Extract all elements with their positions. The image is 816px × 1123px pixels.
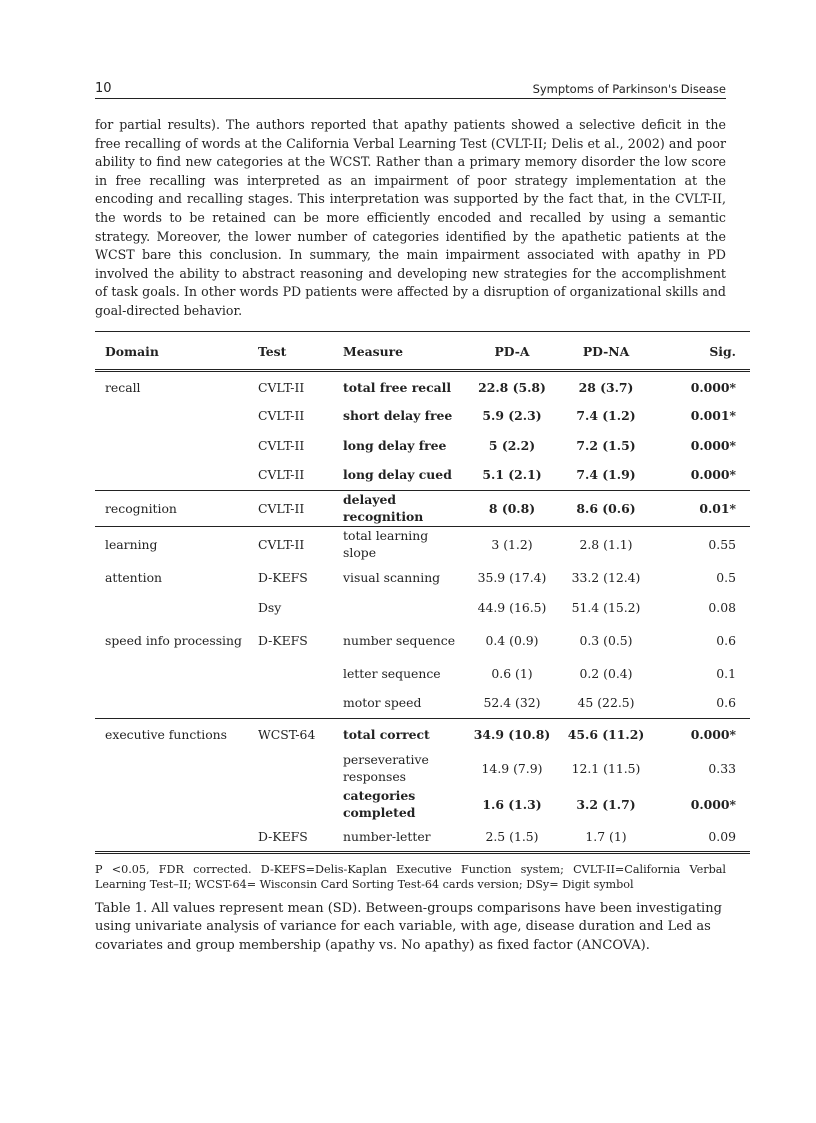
cell-pd-a: 0.4 (0.9): [485, 632, 539, 648]
cell-measure: visual scanning: [343, 569, 441, 585]
cell-sig: 0.000*: [690, 726, 736, 742]
table-footnote: P <0.05, FDR corrected. D-KEFS=Delis-Kaplan Executive Function system; CVLT-II=California Verbal Learning Test–II; WCST-64= Wisconsin Card Sorting Test-64 cards version; DSy= Digit symbol: [95, 862, 726, 891]
cell-domain: learning: [105, 536, 158, 552]
cell-domain: [95, 822, 258, 852]
header-measure: Measure: [343, 331, 465, 370]
cell-pd-na: 7.4 (1.2): [576, 407, 636, 423]
cell-sig: 0.000*: [653, 460, 750, 490]
cell-pd-a: 5.1 (2.1): [465, 460, 559, 490]
cell-pd-a: 5.9 (2.3): [482, 407, 542, 423]
cell-measure: perseverative responses: [343, 752, 429, 785]
table-row: [95, 750, 750, 786]
header-pd-a: PD-A: [465, 331, 559, 370]
cell-test: D-KEFS: [258, 569, 308, 585]
cell-domain: [95, 688, 258, 718]
table-row: [95, 786, 750, 822]
cell-pd-na: 45.6 (11.2): [567, 726, 645, 742]
table-row: [95, 370, 750, 400]
cell-sig: 0.08: [708, 599, 736, 615]
table-row: [95, 490, 750, 526]
table-row: [95, 526, 750, 562]
cell-pd-a: 1.6 (1.3): [482, 796, 542, 812]
cell-domain: [95, 750, 258, 786]
cell-measure: categories completed: [343, 788, 416, 821]
cell-test: [258, 658, 343, 688]
cell-sig: 0.001*: [690, 407, 736, 423]
cell-domain: [95, 658, 258, 688]
table-row: [95, 562, 750, 592]
cell-domain: [95, 592, 258, 622]
cell-domain: recognition: [95, 490, 258, 526]
table-row: [95, 400, 750, 430]
table-body: [95, 370, 750, 852]
cell-pd-a: 34.9 (10.8): [473, 726, 551, 742]
table-row: [95, 430, 750, 460]
cell-pd-na: 51.4 (15.2): [571, 599, 641, 615]
results-table: [95, 331, 750, 854]
table-row: [95, 658, 750, 688]
cell-test: WCST-64: [258, 726, 316, 742]
table-row: [95, 460, 750, 490]
cell-test: D-KEFS: [258, 822, 343, 852]
cell-pd-a: 35.9 (17.4): [477, 569, 547, 585]
table-row: [95, 592, 750, 622]
cell-test: CVLT-II: [258, 380, 305, 396]
cell-pd-a: 14.9 (7.9): [481, 760, 543, 776]
cell-sig: 0.33: [708, 760, 736, 776]
cell-pd-na: 0.3 (0.5): [579, 632, 633, 648]
cell-test: CVLT-II: [258, 536, 305, 552]
cell-domain: recall: [105, 380, 141, 396]
cell-sig: 0.000*: [690, 796, 736, 812]
cell-measure: motor speed: [343, 688, 465, 718]
cell-pd-na: 8.6 (0.6): [559, 490, 653, 526]
cell-measure: delayed recognition: [343, 490, 465, 526]
cell-pd-a: 2.5 (1.5): [465, 822, 559, 852]
cell-domain: attention: [105, 569, 163, 585]
cell-pd-na: 2.8 (1.1): [579, 536, 633, 552]
cell-pd-na: 3.2 (1.7): [576, 796, 636, 812]
cell-sig: 0.55: [708, 536, 736, 552]
table-row: [95, 688, 750, 718]
cell-test: [258, 688, 343, 718]
header-test: Test: [258, 331, 343, 370]
cell-measure: total learning slope: [343, 528, 429, 561]
cell-measure: short delay free: [343, 407, 453, 423]
cell-domain: [95, 400, 258, 430]
cell-test: [258, 750, 343, 786]
cell-pd-a: 22.8 (5.8): [478, 380, 546, 396]
cell-measure: number-letter: [343, 822, 465, 852]
cell-test: Dsy: [258, 599, 282, 615]
cell-domain: executive functions: [105, 726, 228, 742]
cell-pd-na: 0.2 (0.4): [579, 665, 633, 681]
cell-pd-a: 0.6 (1): [491, 665, 533, 681]
cell-pd-a: 52.4 (32): [465, 688, 559, 718]
cell-test: CVLT-II: [258, 437, 305, 453]
header-pd-na: PD-NA: [559, 331, 653, 370]
table-row: [95, 822, 750, 852]
table-caption: Table 1. All values represent mean (SD). Between-groups comparisons have been investigating using univariate analysis of variance for each variable, with age, disease duration and Led as covariates and group membership (apathy vs. No apathy) as fixed factor (ANCOVA).: [95, 900, 722, 953]
table-row: [95, 622, 750, 658]
cell-domain: [95, 430, 258, 460]
cell-sig: 0.6: [653, 688, 750, 718]
cell-test: CVLT-II: [258, 460, 343, 490]
table-row: [95, 718, 750, 750]
cell-test: [258, 786, 343, 822]
cell-measure: number sequence: [343, 632, 456, 648]
cell-test: D-KEFS: [258, 632, 308, 648]
cell-domain: [95, 786, 258, 822]
cell-pd-na: 45 (22.5): [559, 688, 653, 718]
cell-domain: [95, 460, 258, 490]
cell-pd-a: 5 (2.2): [488, 437, 536, 453]
cell-pd-na: 1.7 (1): [559, 822, 653, 852]
cell-measure: total free recall: [343, 380, 452, 396]
cell-sig: 0.5: [716, 569, 736, 585]
running-title: Symptoms of Parkinson's Disease: [532, 82, 726, 96]
cell-pd-a: 8 (0.8): [465, 490, 559, 526]
body-text: [95, 116, 726, 321]
cell-pd-na: 7.4 (1.9): [559, 460, 653, 490]
cell-pd-na: 7.2 (1.5): [576, 437, 636, 453]
cell-sig: 0.01*: [653, 490, 750, 526]
header-sig: Sig.: [653, 331, 750, 370]
page-number: 10: [95, 81, 112, 96]
cell-sig: 0.000*: [690, 437, 736, 453]
cell-test: CVLT-II: [258, 490, 343, 526]
cell-sig: 0.09: [653, 822, 750, 852]
cell-pd-na: 33.2 (12.4): [571, 569, 641, 585]
page: [95, 78, 736, 955]
cell-sig: 0.000*: [690, 380, 736, 396]
cell-pd-na: 28 (3.7): [578, 380, 634, 396]
cell-measure: long delay cued: [343, 460, 465, 490]
cell-measure: letter sequence: [343, 665, 441, 681]
page-header: [95, 78, 726, 99]
cell-domain: speed info processing: [105, 632, 242, 648]
cell-sig: 0.6: [716, 632, 736, 648]
cell-test: CVLT-II: [258, 407, 305, 423]
cell-pd-a: 44.9 (16.5): [477, 599, 547, 615]
cell-pd-a: 3 (1.2): [491, 536, 533, 552]
table-header-row: [95, 331, 750, 370]
cell-sig: 0.1: [716, 665, 736, 681]
body-paragraph: for partial results). The authors reported that apathy patients showed a selective deficit in the free recalling of words at the California Verbal Learning Test (CVLT-II; Delis et al., 2002) and poor ability to find new categories at the WCST. Rather than a primary memory disorder the low score in free recalling was interpreted as an impairment of poor strategy implementation at the encoding and recalling stages. This interpretation was supported by the fact that, in the CVLT-II, the words to be retained can be more efficiently encoded and recalled by using a semantic strategy. Moreover, the lower number of categories identified by the apathetic patients at the WCST bare this conclusion. In summary, the main impairment associated with apathy in PD involved the ability to abstract reasoning and developing new strategies for the accomplishment of task goals. In other words PD patients were affected by a disruption of organizational skills and goal-directed behavior.: [95, 117, 726, 318]
cell-pd-na: 12.1 (11.5): [571, 760, 641, 776]
cell-measure: total correct: [343, 726, 430, 742]
cell-measure: long delay free: [343, 437, 447, 453]
header-domain: Domain: [95, 331, 258, 370]
cell-measure: [343, 592, 465, 622]
